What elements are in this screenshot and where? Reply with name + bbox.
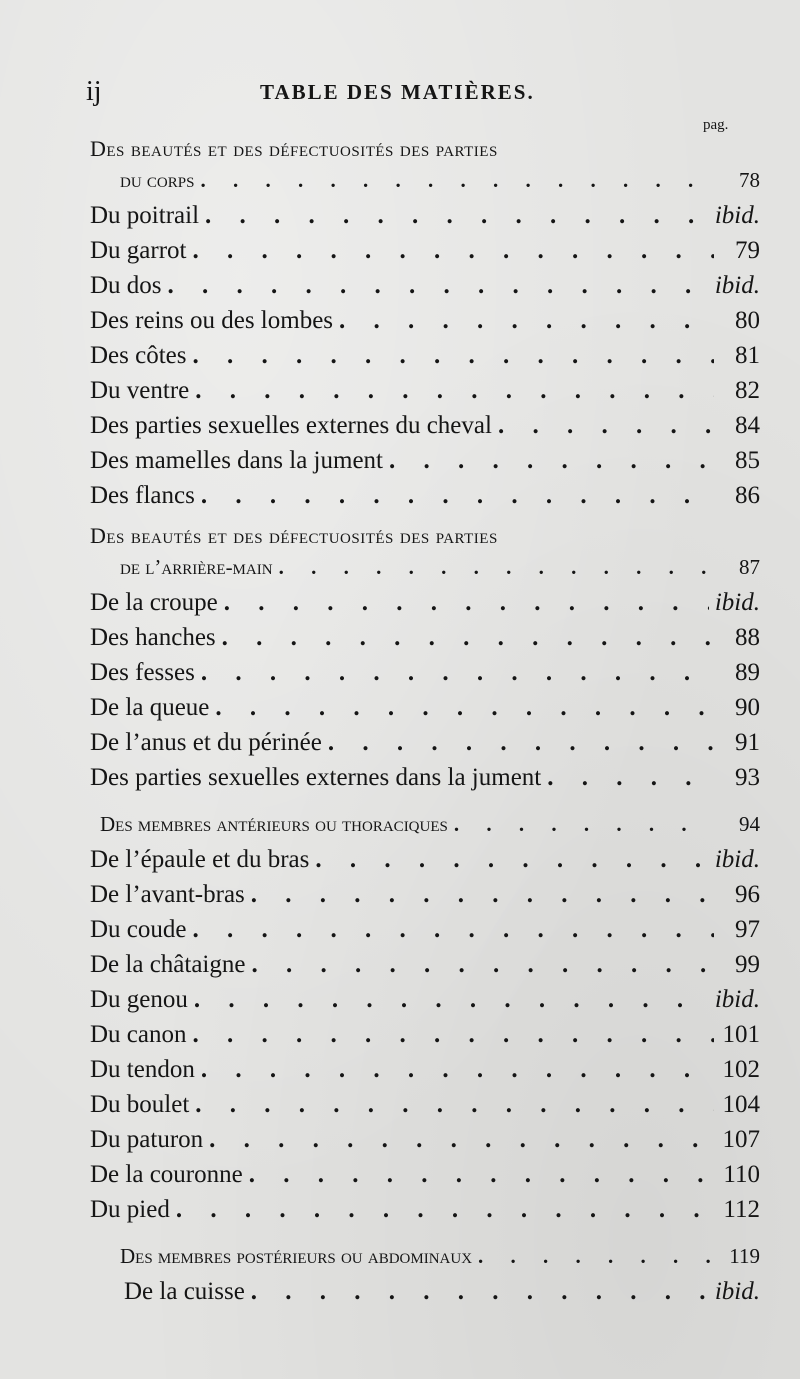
- toc-entry: [90, 198, 760, 233]
- entry-label: Du coude: [90, 915, 187, 943]
- toc-entry: [90, 912, 760, 947]
- section-heading: Des beautés et des défectuosités des parties: [90, 136, 498, 161]
- dot-leader: [339, 303, 714, 338]
- toc-entry: [90, 338, 760, 373]
- entry-label: De la cuisse: [124, 1277, 245, 1305]
- entry-label: Des flancs: [90, 481, 195, 509]
- toc-entry: [90, 478, 760, 513]
- entry-label: Du poitrail: [90, 201, 200, 229]
- dot-leader: [193, 338, 715, 373]
- page-number: 102: [722, 1055, 760, 1083]
- dot-leader: [201, 655, 714, 690]
- section-heading-line: [90, 163, 760, 198]
- dot-leader: [315, 842, 708, 877]
- toc-entry: [90, 585, 760, 620]
- entry-label: Du paturon: [90, 1125, 204, 1153]
- dot-leader: [251, 1274, 709, 1309]
- dot-leader: [195, 1087, 714, 1122]
- entry-label: Des parties sexuelles externes dans la jument: [90, 763, 542, 791]
- dot-leader: [195, 373, 714, 408]
- dot-leader: [176, 1192, 714, 1227]
- entry-label: Du canon: [90, 1020, 187, 1048]
- dot-leader: [193, 912, 715, 947]
- page-number: 107: [722, 1125, 760, 1153]
- table-of-contents: [90, 136, 760, 1309]
- toc-entry: [90, 373, 760, 408]
- page-number: ibid.: [714, 845, 760, 873]
- toc-entry: [90, 982, 760, 1017]
- page-header: [86, 76, 686, 112]
- entry-label: Du genou: [90, 985, 188, 1013]
- dot-leader: [222, 620, 714, 655]
- dot-leader: [193, 1017, 715, 1052]
- page-number: 78: [739, 167, 760, 192]
- page-number: 88: [735, 623, 760, 651]
- toc-entry: [90, 1122, 760, 1157]
- page-number: 93: [735, 763, 760, 791]
- page-number: 82: [735, 376, 760, 404]
- toc-entry: [90, 443, 760, 478]
- dot-leader: [478, 1239, 714, 1274]
- section-heading-line: [90, 1239, 760, 1274]
- entry-label: Des côtes: [90, 341, 187, 369]
- page-column-label: pag.: [703, 117, 729, 133]
- page-number: ibid.: [714, 985, 760, 1013]
- toc-entry: [90, 1017, 760, 1052]
- entry-label: Du boulet: [90, 1090, 190, 1118]
- section-heading-continuation: Des membres postérieurs ou abdominaux: [120, 1243, 473, 1268]
- dot-leader: [201, 1052, 714, 1087]
- page-number: 86: [735, 481, 760, 509]
- section-heading-continuation: Des membres antérieurs ou thoraciques: [100, 811, 448, 836]
- dot-leader: [193, 233, 715, 268]
- section-heading-continuation: de l’arrière-main: [120, 554, 273, 579]
- dot-leader: [205, 198, 709, 233]
- entry-label: Du garrot: [90, 236, 187, 264]
- toc-entry: [90, 1052, 760, 1087]
- toc-entry: [90, 842, 760, 877]
- page-number: 91: [735, 728, 760, 756]
- entry-label: De la couronne: [90, 1160, 243, 1188]
- page-number: 104: [722, 1090, 760, 1118]
- entry-label: Du tendon: [90, 1055, 195, 1083]
- dot-leader: [249, 1157, 714, 1192]
- toc-entry: [90, 1274, 760, 1309]
- running-title: TABLE DES MATIÈRES.: [260, 80, 535, 104]
- dot-leader: [279, 550, 714, 585]
- section-heading: Des beautés et des défectuosités des parties: [90, 522, 498, 548]
- page-number: ibid.: [714, 588, 760, 616]
- dot-leader: [168, 268, 709, 303]
- page-number: 99: [735, 950, 760, 978]
- dot-leader: [224, 585, 709, 620]
- toc-entry: [90, 233, 760, 268]
- page-number: 79: [735, 236, 760, 264]
- page-number: ibid.: [714, 1277, 760, 1305]
- toc-entry: [90, 725, 760, 760]
- page-number: 85: [735, 446, 760, 474]
- page-number: 110: [723, 1160, 760, 1188]
- toc-entry: [90, 620, 760, 655]
- entry-label: Des fesses: [90, 658, 195, 686]
- toc-entry: [90, 760, 760, 795]
- toc-entry: [90, 408, 760, 443]
- page-number: 80: [735, 306, 760, 334]
- page-number: 90: [735, 693, 760, 721]
- page-number: 96: [735, 880, 760, 908]
- entry-label: De la queue: [90, 693, 210, 721]
- entry-label: Des mamelles dans la jument: [90, 446, 383, 474]
- entry-label: Du pied: [90, 1195, 170, 1223]
- page-number: 112: [723, 1195, 760, 1223]
- dot-leader: [215, 690, 714, 725]
- entry-label: Du dos: [90, 271, 162, 299]
- entry-label: Des hanches: [90, 623, 216, 651]
- dot-leader: [454, 807, 714, 842]
- toc-entry: [90, 1087, 760, 1122]
- dot-leader: [251, 877, 714, 912]
- dot-leader: [201, 478, 714, 513]
- page-number: 89: [735, 658, 760, 686]
- page-number: ibid.: [714, 201, 760, 229]
- toc-entry: [90, 1192, 760, 1227]
- entry-label: De la croupe: [90, 588, 218, 616]
- entry-label: Des reins ou des lombes: [90, 306, 334, 334]
- dot-leader: [194, 982, 709, 1017]
- dot-leader: [209, 1122, 714, 1157]
- entry-label: De l’avant-bras: [90, 880, 245, 908]
- dot-leader: [200, 163, 714, 198]
- entry-label: De la châtaigne: [90, 950, 246, 978]
- entry-label: De l’épaule et du bras: [90, 845, 310, 873]
- page-number: ibid.: [714, 271, 760, 299]
- toc-entry: [90, 303, 760, 338]
- page-number: 81: [735, 341, 760, 369]
- dot-leader: [547, 760, 714, 795]
- section-heading-continuation: du corps: [120, 167, 195, 192]
- toc-entry: [90, 690, 760, 725]
- page-number: 87: [739, 554, 760, 579]
- dot-leader: [498, 408, 714, 443]
- toc-entry: [90, 655, 760, 690]
- toc-entry: [90, 877, 760, 912]
- page-number: 97: [735, 915, 760, 943]
- entry-label: Des parties sexuelles externes du cheval: [90, 411, 492, 439]
- page-number: 101: [722, 1020, 760, 1048]
- page-number: 94: [739, 811, 760, 836]
- toc-entry: [90, 268, 760, 303]
- entry-label: Du ventre: [90, 376, 190, 404]
- section-heading-line: [90, 807, 760, 842]
- section-heading-line: [90, 550, 760, 585]
- toc-entry: [90, 1157, 760, 1192]
- page-number: 84: [735, 411, 760, 439]
- dot-leader: [389, 443, 714, 478]
- entry-label: De l’anus et du périnée: [90, 728, 322, 756]
- toc-entry: [90, 947, 760, 982]
- dot-leader: [328, 725, 714, 760]
- folio-number: ij: [86, 76, 102, 107]
- page-number: 119: [729, 1243, 760, 1268]
- dot-leader: [251, 947, 714, 982]
